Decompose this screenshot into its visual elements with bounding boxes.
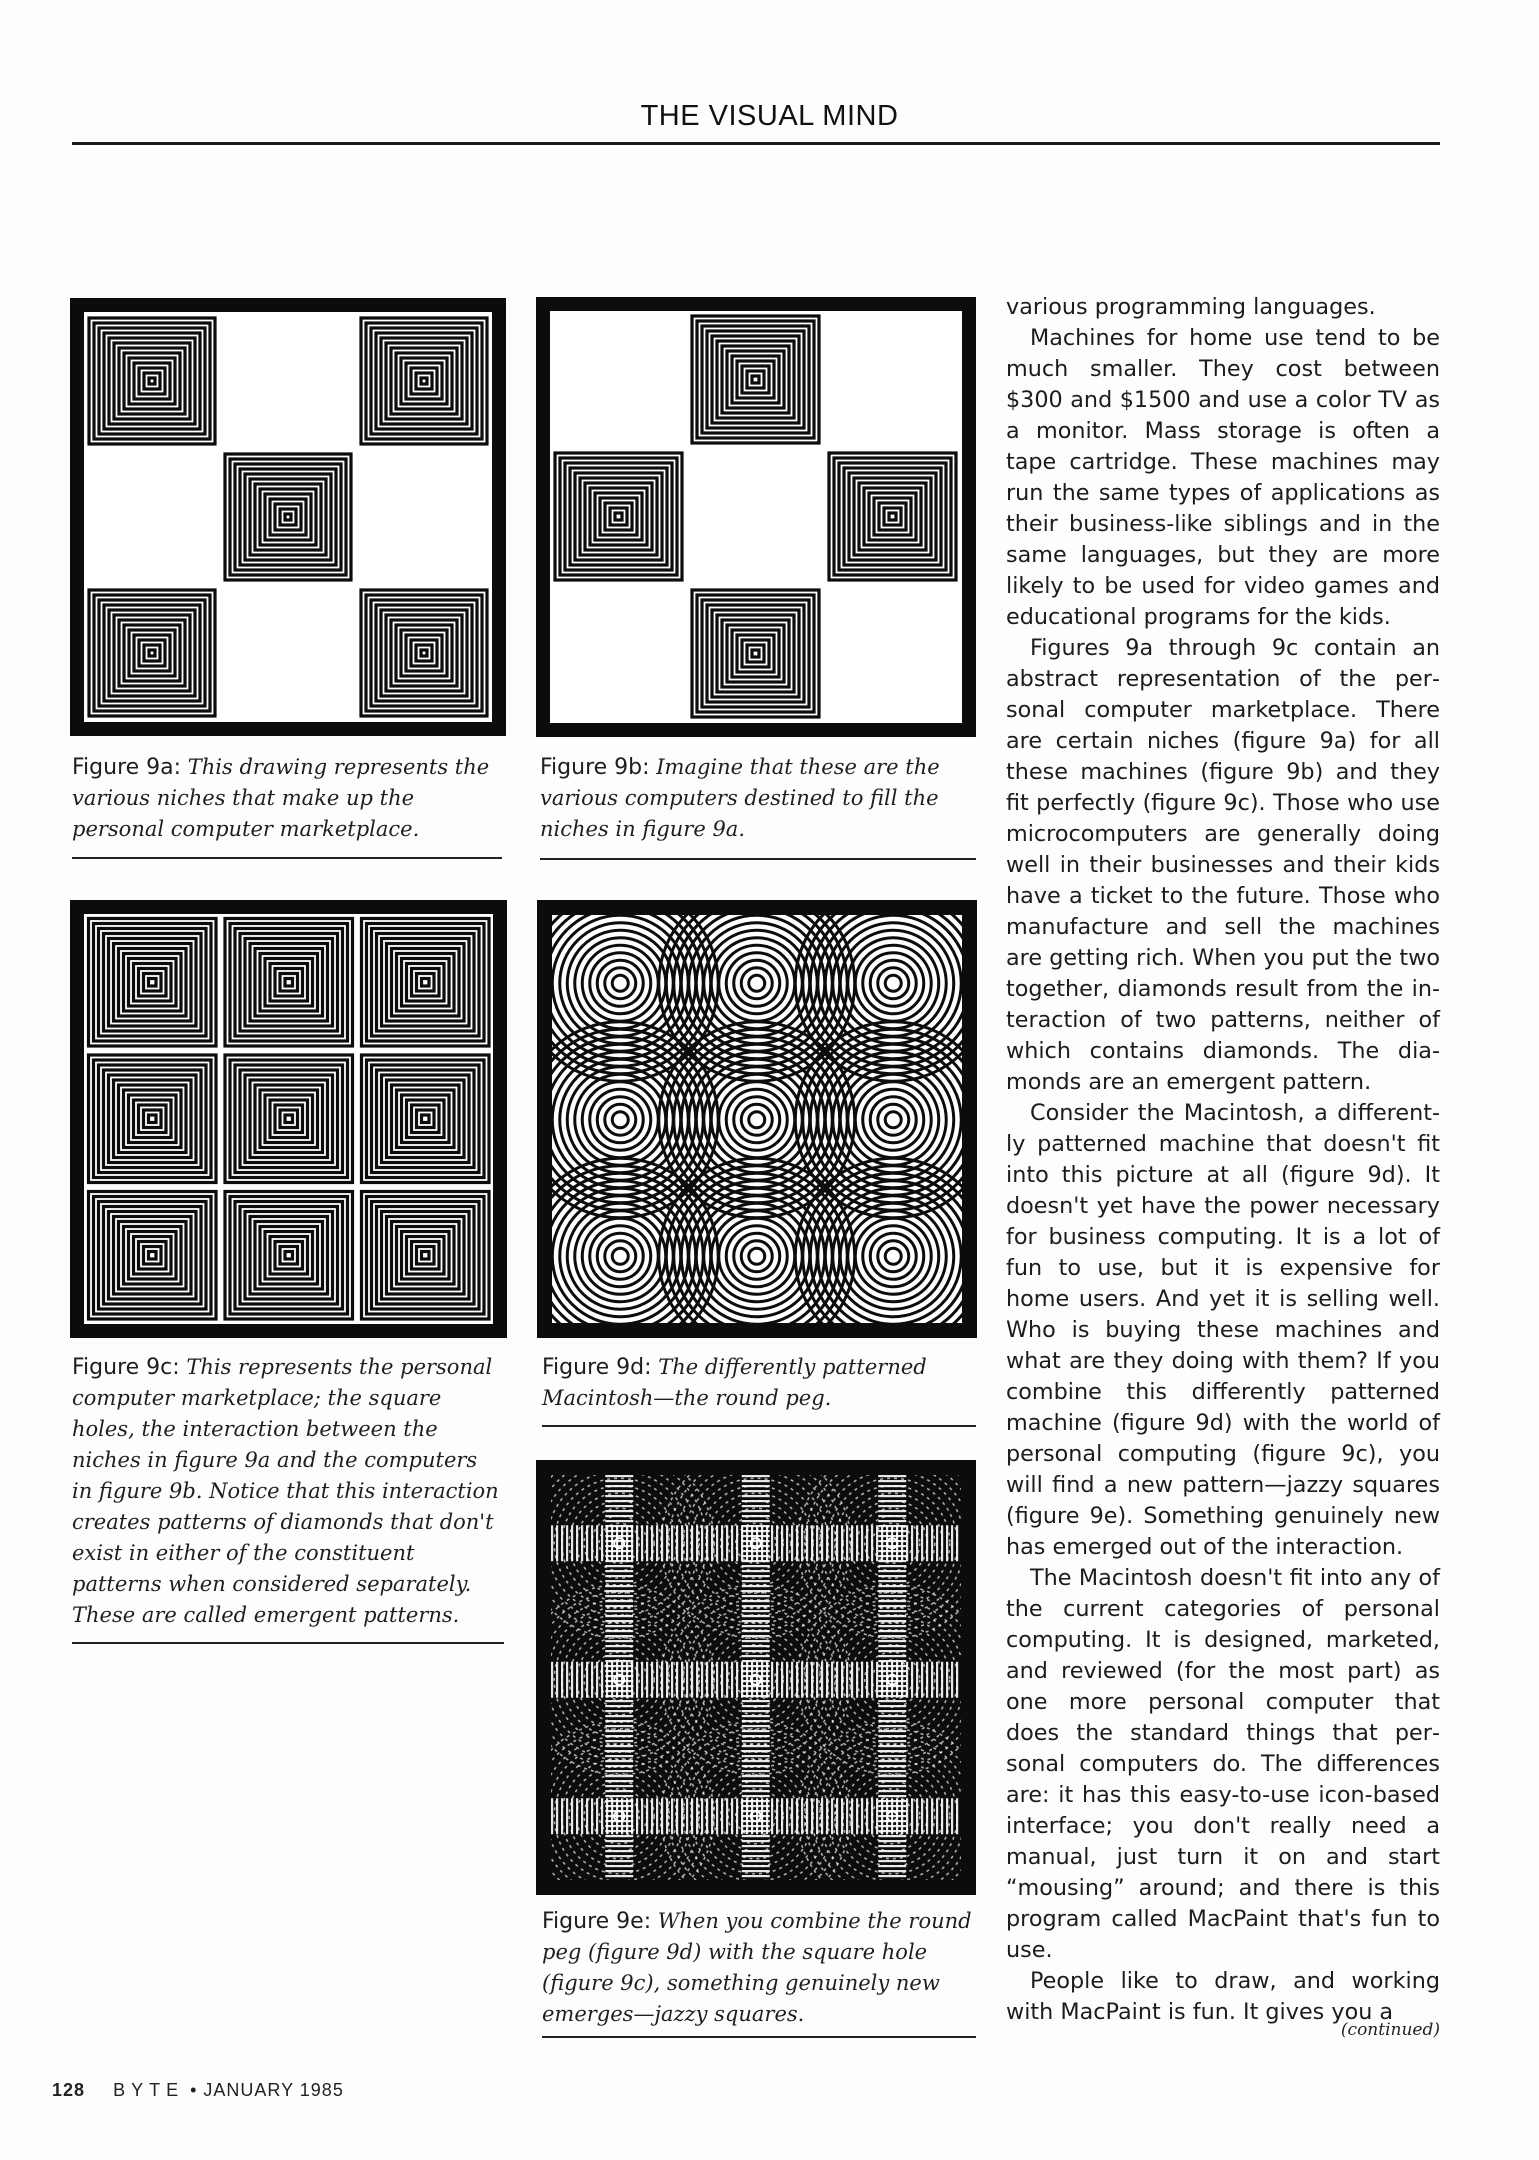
figure-9d-caption	[542, 1352, 978, 1414]
figure-9e-jazzy-squares	[536, 1460, 976, 1895]
figure-9d-rule	[542, 1425, 976, 1427]
figure-9b-pattern	[550, 311, 962, 723]
figure-9c-caption-text: This represents the personal computer marketplace; the square holes, the interaction between the niches in figure 9a and the computers in figure 9b. Notice that this interaction creates patterns of diamonds that don't exist in either of the constituent patterns when considered separately. These are called emergent patterns.	[72, 1355, 499, 1627]
figure-9e-caption-text: When you combine the round peg (figure 9d) with the square hole (figure 9c), something genuinely new emerges—jazzy squares.	[542, 1909, 972, 2026]
figure-9e-label: Figure 9e:	[542, 1909, 652, 1934]
figure-9c-rule	[72, 1642, 504, 1644]
figure-9a-caption	[72, 752, 502, 845]
figure-9c-marketplace	[70, 900, 507, 1338]
figure-9b-caption	[540, 752, 976, 845]
figure-9b-label: Figure 9b:	[540, 755, 650, 780]
figure-9d-label: Figure 9d:	[542, 1355, 652, 1380]
figure-9b-computers	[536, 297, 976, 737]
running-head: THE VISUAL MIND	[640, 100, 899, 132]
header-rule	[72, 142, 1440, 145]
magazine-name: BYTE	[113, 2080, 185, 2100]
figure-9c-pattern	[84, 914, 493, 1324]
figure-9a-pattern	[84, 312, 492, 722]
figure-9d-pattern	[552, 915, 962, 1323]
footer-separator: •	[190, 2080, 198, 2100]
paragraph-5: The Macintosh doesn't fit into any of the current categories of personal computing. It is designed, marketed, and reviewed (for the most part) as one more personal computer that does the standard things that personal computers do. The differences are: it has this easy-to-use icon-based interface; you don't really need a manual, just turn it on and start “mousing” around; and there is this program called MacPaint that's fun to use.	[1006, 1565, 1440, 1963]
continued-note: (continued)	[1340, 2020, 1440, 2040]
figure-9b-caption-text: Imagine that these are the various computers destined to fill the niches in figure 9a.	[540, 755, 940, 841]
figure-9c-caption	[72, 1352, 504, 1631]
figure-9a-rule	[72, 857, 502, 859]
figure-9e-pattern	[551, 1475, 961, 1880]
figure-9a-caption-text: This drawing represents the various niches that make up the personal computer marketplace.	[72, 755, 490, 841]
figure-9e-rule	[542, 2036, 976, 2038]
paragraph-1: various programming languages.	[1006, 294, 1376, 320]
figure-9c-label: Figure 9c:	[72, 1355, 180, 1380]
figure-9b-rule	[540, 858, 976, 860]
figure-9d-caption-text: The differently patterned Macintosh—the round peg.	[542, 1355, 927, 1410]
figure-9a-label: Figure 9a:	[72, 755, 182, 780]
paragraph-2: Machines for home use tend to be much smaller. They cost between $300 and $1500 and use a color TV as a monitor. Mass storage is often a tape cartridge. These machines may run the same types of applications as their business-like siblings and in the same languages, but they are more likely to be used for video games and educational programs for the kids.	[1006, 325, 1440, 630]
issue-date: JANUARY 1985	[203, 2080, 344, 2100]
paragraph-6: People like to draw, and working with MacPaint is fun. It gives you a	[1006, 1968, 1440, 2025]
paragraph-4: Consider the Macintosh, a differently patterned machine that doesn't fit into this picture at all (figure 9d). It doesn't yet have the power necessary for business computing. It is a lot of fun to use, but it is expensive for home users. And yet it is selling well. Who is buying these machines and what are they doing with them? If you combine this differently patterned machine (figure 9d) with the world of personal computing (figure 9c), you will find a new pattern—jazzy squares (figure 9e). Something genuinely new has emerged out of the interaction.	[1006, 1100, 1440, 1560]
article-body	[1006, 292, 1440, 2028]
figure-9a-niches	[70, 298, 506, 736]
figure-9d-macintosh	[537, 900, 977, 1338]
page-number: 128	[52, 2080, 86, 2100]
figure-9e-caption	[542, 1906, 978, 2030]
paragraph-3: Figures 9a through 9c contain an abstract representation of the personal computer marketplace. There are certain niches (figure 9a) for all these machines (figure 9b) and they fit perfectly (figure 9c). Those who use microcomputers are generally doing well in their businesses and their kids have a ticket to the future. Those who manufacture and sell the machines are getting rich. When you put the two together, diamonds result from the interaction of two patterns, neither of which contains diamonds. The diamonds are an emergent pattern.	[1006, 635, 1440, 1095]
page-footer	[52, 2080, 344, 2101]
